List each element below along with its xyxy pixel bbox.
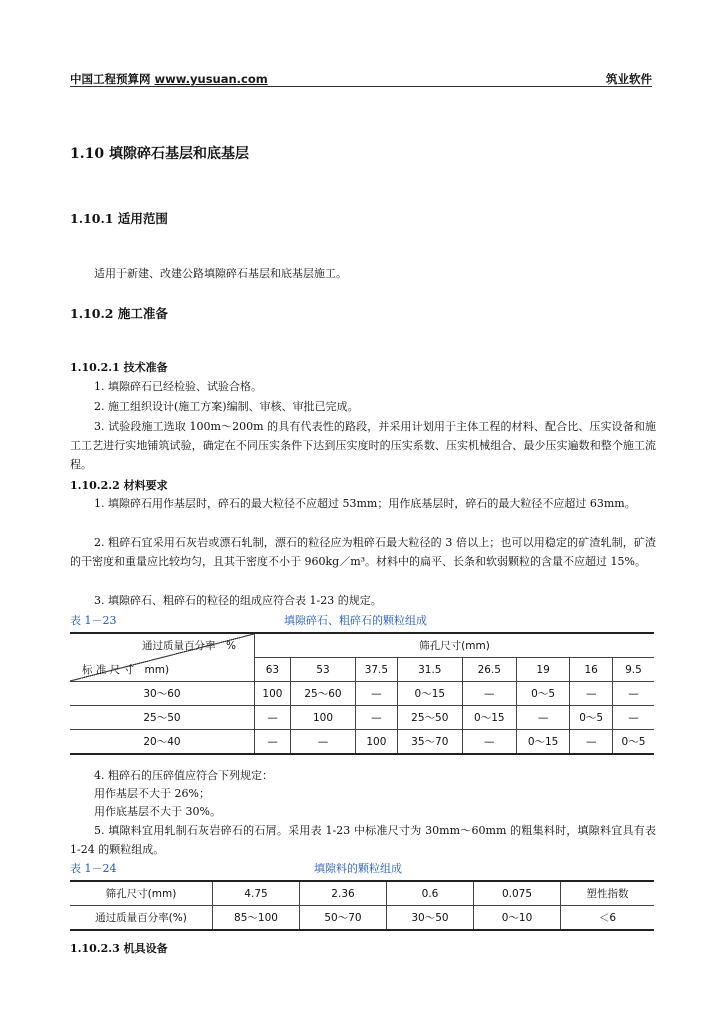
heading-1-10-2-2: 1.10.2.2 材料要求 — [70, 479, 168, 492]
table-row — [70, 706, 654, 730]
size-cell: 37.5 — [356, 658, 398, 682]
size-cell: 63 — [255, 658, 291, 682]
value-cell: 100 — [356, 730, 398, 755]
value-cell: 4.75 — [213, 881, 300, 906]
value-cell: 100 — [255, 682, 291, 706]
tech-item-3: 3. 试验段施工选取 100m～200m 的具有代表性的路段，并采用计划用于主体工程的材料、配合比、压实设备和施工工艺进行实地铺筑试验，确定在不同压实条件下达到压实度时的压实系数、压实机械组合、最少压实遍数和整个施工流程。 — [70, 420, 656, 471]
value-cell: 30～50 — [387, 906, 474, 931]
material-item-2: 2. 粗碎石宜采用石灰岩或漂石轧制，漂石的粒径应为粗碎石最大粒径的 3 倍以上；也可以用稳定的矿渣轧制，矿渣的干密度和重量应比较均匀，且其干密度不小于 960kg／m³。材料中的扁平、长条和软弱颗粒的含量不应超过 15%。 — [70, 536, 656, 568]
value-cell: 0～15 — [516, 730, 570, 755]
header-cell: 筛孔尺寸(mm) — [70, 881, 213, 906]
material-item-4a: 用作基层不大于 26%； — [94, 787, 210, 800]
value-cell: 0～10 — [474, 906, 561, 931]
row-label-cell: 25～50 — [70, 706, 255, 730]
heading-1-10-1: 1.10.1 适用范围 — [70, 211, 168, 226]
value-cell: — — [612, 706, 654, 730]
value-cell: 100 — [290, 706, 355, 730]
row-label-cell: 30～60 — [70, 682, 255, 706]
table-row — [70, 906, 654, 931]
value-cell: ＜6 — [561, 906, 655, 931]
value-cell: 0～5 — [570, 706, 612, 730]
value-cell: — — [570, 682, 612, 706]
size-cell: 19 — [516, 658, 570, 682]
value-cell: — — [612, 682, 654, 706]
value-cell: 0～5 — [612, 730, 654, 755]
material-item-4: 4. 粗碎石的压碎值应符合下列规定： — [94, 769, 273, 782]
diag-bottom-label: 标 准 尺 寸 mm) — [82, 664, 170, 676]
value-cell: — — [462, 730, 516, 755]
value-cell: — — [255, 706, 291, 730]
table-1-23-label: 表 1－23 — [70, 614, 117, 627]
value-cell: — — [356, 706, 398, 730]
size-cell: 26.5 — [462, 658, 516, 682]
value-cell: 0～5 — [516, 682, 570, 706]
heading-1-10-2-3: 1.10.2.3 机具设备 — [70, 942, 168, 955]
value-cell: 0.075 — [474, 881, 561, 906]
diag-top-label: 通过质量百分率 % — [142, 640, 236, 652]
value-cell: — — [570, 730, 612, 755]
value-cell: 25～50 — [397, 706, 462, 730]
size-cell: 31.5 — [397, 658, 462, 682]
size-cell: 9.5 — [612, 658, 654, 682]
value-cell: 85～100 — [213, 906, 300, 931]
page-header — [70, 72, 652, 87]
material-item-5: 5. 填隙料宜用轧制石灰岩碎石的石屑。采用表 1-23 中标准尺寸为 30mm～60mm 的粗集料时，填隙料宜具有表 1-24 的颗粒组成。 — [70, 824, 656, 856]
heading-1-10-2-1: 1.10.2.1 技术准备 — [70, 361, 168, 374]
table-1-23-caption: 填隙碎石、粗碎石的颗粒组成 — [284, 614, 427, 627]
material-item-4b: 用作底基层不大于 30%。 — [94, 805, 221, 818]
table-1-24-label: 表 1－24 — [70, 862, 117, 875]
header-brand: 筑业软件 — [606, 72, 652, 86]
value-cell: 50～70 — [300, 906, 387, 931]
heading-1-10-2: 1.10.2 施工准备 — [70, 306, 168, 321]
value-cell: 35～70 — [397, 730, 462, 755]
table-row — [70, 881, 654, 906]
value-cell: 2.36 — [300, 881, 387, 906]
value-cell: — — [462, 682, 516, 706]
value-cell: 0.6 — [387, 881, 474, 906]
table-1-24 — [70, 880, 654, 931]
tech-item-2: 2. 施工组织设计(施工方案)编制、审核、审批已完成。 — [94, 400, 359, 413]
table-row — [70, 633, 654, 658]
row-label-cell: 20～40 — [70, 730, 255, 755]
value-cell: 0～15 — [462, 706, 516, 730]
section-title: 1.10 填隙碎石基层和底基层 — [70, 146, 249, 162]
value-cell: — — [516, 706, 570, 730]
tech-item-1: 1. 填隙碎石已经检验、试验合格。 — [94, 380, 262, 393]
diagonal-header-cell — [70, 633, 255, 682]
sieve-header-cell: 筛孔尺寸(mm) — [255, 633, 655, 658]
header-cell: 通过质量百分率(%) — [70, 906, 213, 931]
value-cell: 25～60 — [290, 682, 355, 706]
table-row — [70, 682, 654, 706]
table-1-23 — [70, 632, 654, 755]
header-url-link[interactable]: www.yusuan.com — [154, 72, 268, 86]
scope-text: 适用于新建、改建公路填隙碎石基层和底基层施工。 — [94, 267, 347, 280]
size-cell: 53 — [290, 658, 355, 682]
value-cell: — — [290, 730, 355, 755]
value-cell: — — [255, 730, 291, 755]
table-row — [70, 730, 654, 755]
value-cell: 塑性指数 — [561, 881, 655, 906]
value-cell: — — [356, 682, 398, 706]
table-1-24-caption: 填隙料的颗粒组成 — [314, 862, 402, 875]
size-cell: 16 — [570, 658, 612, 682]
material-item-1: 1. 填隙碎石用作基层时，碎石的最大粒径不应超过 53mm；用作底基层时，碎石的最大粒径不应超过 63mm。 — [94, 497, 636, 510]
value-cell: 0～15 — [397, 682, 462, 706]
material-item-3: 3. 填隙碎石、粗碎石的粒径的组成应符合表 1-23 的规定。 — [94, 594, 382, 607]
header-site: 中国工程预算网 www.yusuan.com — [70, 72, 268, 86]
